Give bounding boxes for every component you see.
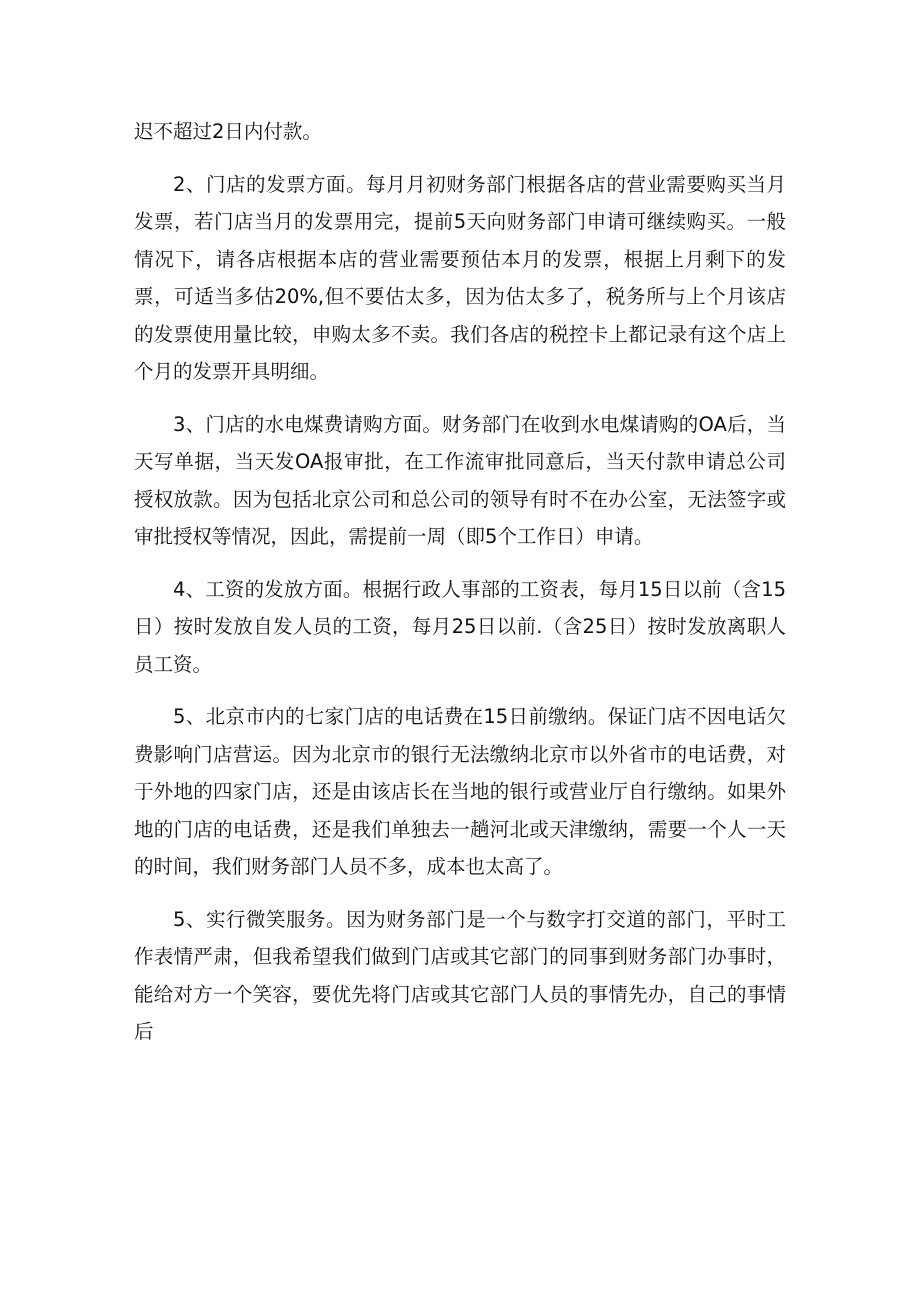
paragraph-continuation: 迟不超过2日内付款。: [134, 120, 322, 143]
paragraph-smile-service: 5、实行微笑服务。因为财务部门是一个与数字打交道的部门，平时工作表情严肃，但我希望我们做到门店或其它部门的同事到财务部门办事时，能给对方一个笑容，要优先将门店或其它部门人员的事情先办，自己的事情后: [134, 907, 786, 1043]
paragraph-salary: 4、工资的发放方面。根据行政人事部的工资表，每月15日以前（含15日）按时发放自发人员的工资，每月25日以前.（含25日）按时发放离职人员工资。: [134, 577, 786, 676]
paragraph-invoice: 2、门店的发票方面。每月月初财务部门根据各店的营业需要购买当月发票，若门店当月的发票用完，提前5天向财务部门申请可继续购买。一般情况下，请各店根据本店的营业需要预估本月的发票，根据上月剩下的发票，可适当多估20%,但不要估太多，因为估太多了，税务所与上个月该店的发票使用量比较，申购太多不卖。我们各店的税控卡上都记录有这个店上个月的发票开具明细。: [134, 172, 786, 383]
paragraph-utilities: 3、门店的水电煤费请购方面。财务部门在收到水电煤请购的OA后，当天写单据，当天发OA报审批，在工作流审批同意后，当天付款申请总公司授权放款。因为包括北京公司和总公司的领导有时不在办公室，无法签字或审批授权等情况，因此，需提前一周（即5个工作日）申请。: [134, 412, 786, 548]
paragraph-phone-fees: 5、北京市内的七家门店的电话费在15日前缴纳。保证门店不因电话欠费影响门店营运。因为北京市的银行无法缴纳北京市以外省市的电话费，对于外地的四家门店，还是由该店长在当地的银行或营业厅自行缴纳。如果外地的门店的电话费，还是我们单独去一趟河北或天津缴纳，需要一个人一天的时间，我们财务部门人员不多，成本也太高了。: [134, 705, 786, 878]
document-body: [134, 113, 786, 1066]
